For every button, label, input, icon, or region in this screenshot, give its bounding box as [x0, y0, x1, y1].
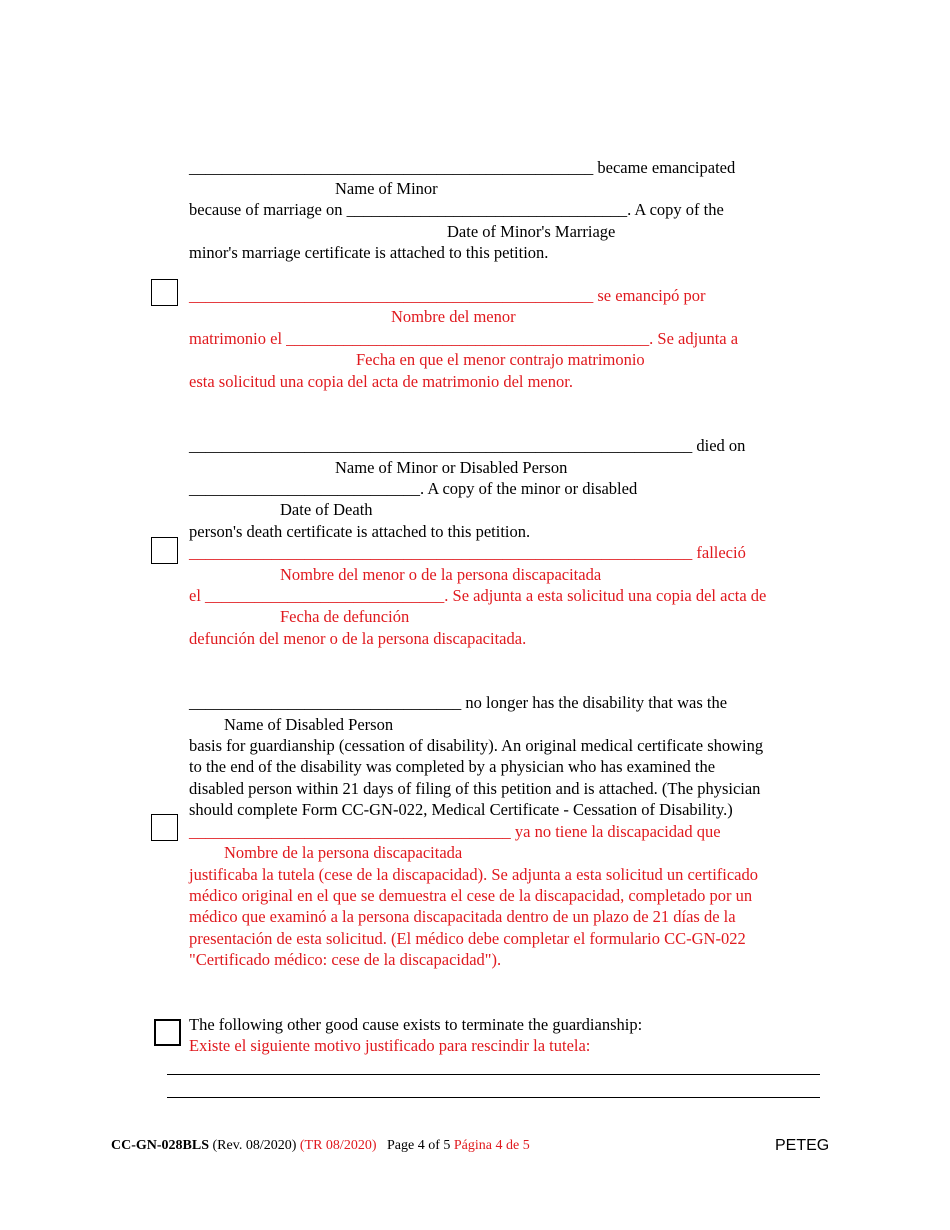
- section1-es-line1: _________________________________________________ se emancipó por: [189, 286, 706, 305]
- good-cause-line-2[interactable]: [167, 1097, 820, 1098]
- name-minor-disabled-field[interactable]: _____________________________________________________________: [189, 436, 693, 455]
- nombre-menor-discapacitada-field[interactable]: _____________________________________________________________: [189, 543, 693, 562]
- checkbox-other-good-cause[interactable]: [154, 1019, 181, 1046]
- section3-en-body-line: basis for guardianship (cessation of disability). An original medical certificate showing: [189, 736, 764, 755]
- page-number-en: Page 4 of 5: [386, 1138, 451, 1153]
- section2-en-line1: _____________________________________________________________ died on: [189, 436, 746, 455]
- footer: [111, 1138, 530, 1154]
- checkbox-cessation-disability[interactable]: [151, 814, 178, 841]
- section2-en-line2: ____________________________. A copy of the minor or disabled: [189, 479, 638, 498]
- section3-es-body-line: presentación de esta solicitud. (El médico debe completar el formulario CC-GN-022: [189, 929, 746, 948]
- form-code: PETEG: [775, 1137, 830, 1154]
- section2-en-line3: person's death certificate is attached to this petition.: [189, 522, 531, 541]
- section3-en-body-line: should complete Form CC-GN-022, Medical Certificate - Cessation of Disability.): [189, 800, 733, 819]
- section3-en-body-line: to the end of the disability was completed by a physician who has examined the: [189, 757, 716, 776]
- section3-en-label-name: Name of Disabled Person: [224, 715, 394, 734]
- section2-en-label-name: Name of Minor or Disabled Person: [335, 458, 568, 477]
- section3-es-body-line: médico original en el que se demuestra el cese de la discapacidad, completado por un: [189, 886, 753, 905]
- section1-en-label-name: Name of Minor: [335, 179, 438, 198]
- section4-es-text: Existe el siguiente motivo justificado para rescindir la tutela:: [189, 1036, 591, 1055]
- section3-en-body-line: disabled person within 21 days of filing of this petition and is attached. (The physician: [189, 779, 761, 798]
- section1-en-line3: minor's marriage certificate is attached to this petition.: [189, 243, 549, 262]
- section1-es-line2: matrimonio el ____________________________________________. Se adjunta a: [189, 329, 739, 348]
- section2-es-line2: el _____________________________. Se adjunta a esta solicitud una copia del acta de: [189, 586, 767, 605]
- section2-es-line1: _____________________________________________________________ falleció: [189, 543, 746, 562]
- section3-es-body-line: justificaba la tutela (cese de la discapacidad). Se adjunta a esta solicitud un certificado: [189, 865, 759, 884]
- section3-en-line1: _________________________________ no longer has the disability that was the: [189, 693, 728, 712]
- nombre-persona-discapacitada-field[interactable]: _______________________________________: [189, 822, 511, 841]
- section2-es-label-date: Fecha de defunción: [280, 607, 410, 626]
- translation-revision: (TR 08/2020): [299, 1138, 377, 1153]
- date-of-death-field[interactable]: ____________________________: [189, 479, 420, 498]
- form-revision: (Rev. 08/2020): [212, 1138, 297, 1153]
- name-of-minor-field[interactable]: _________________________________________________: [189, 158, 594, 177]
- section2-es-label-name: Nombre del menor o de la persona discapacitada: [280, 565, 602, 584]
- section1-en-line1: _________________________________________________ became emancipated: [189, 158, 736, 177]
- section4-en-text: The following other good cause exists to terminate the guardianship:: [189, 1015, 643, 1034]
- section2-en-label-date: Date of Death: [280, 500, 373, 519]
- section3-es-label-name: Nombre de la persona discapacitada: [224, 843, 463, 862]
- checkbox-died[interactable]: [151, 537, 178, 564]
- section3-es-body-line: "Certificado médico: cese de la discapacidad").: [189, 950, 502, 969]
- section2-es-line3: defunción del menor o de la persona discapacitada.: [189, 629, 527, 648]
- section1-en-label-date: Date of Minor's Marriage: [447, 222, 616, 241]
- nombre-menor-field[interactable]: _________________________________________________: [189, 286, 594, 305]
- checkbox-emancipated-marriage[interactable]: [151, 279, 178, 306]
- section1-es-label-date: Fecha en que el menor contrajo matrimonio: [356, 350, 645, 369]
- section3-es-line1: _______________________________________ ya no tiene la discapacidad que: [189, 822, 721, 841]
- fecha-defuncion-field[interactable]: _____________________________: [205, 586, 445, 605]
- section3-es-body-line: médico que examinó a la persona discapacitada dentro de un plazo de 21 días de la: [189, 907, 736, 926]
- section1-en-line2: because of marriage on __________________________________. A copy of the: [189, 200, 724, 219]
- good-cause-line-1[interactable]: [167, 1074, 820, 1075]
- fecha-matrimonio-field[interactable]: ____________________________________________: [286, 329, 650, 348]
- section1-es-label-name: Nombre del menor: [391, 307, 516, 326]
- name-disabled-person-field[interactable]: _________________________________: [189, 693, 462, 712]
- section1-es-line3: esta solicitud una copia del acta de matrimonio del menor.: [189, 372, 573, 391]
- form-id: CC-GN-028BLS: [111, 1138, 210, 1153]
- marriage-date-field[interactable]: __________________________________: [346, 200, 628, 219]
- page-number-es: Página 4 de 5: [453, 1138, 530, 1153]
